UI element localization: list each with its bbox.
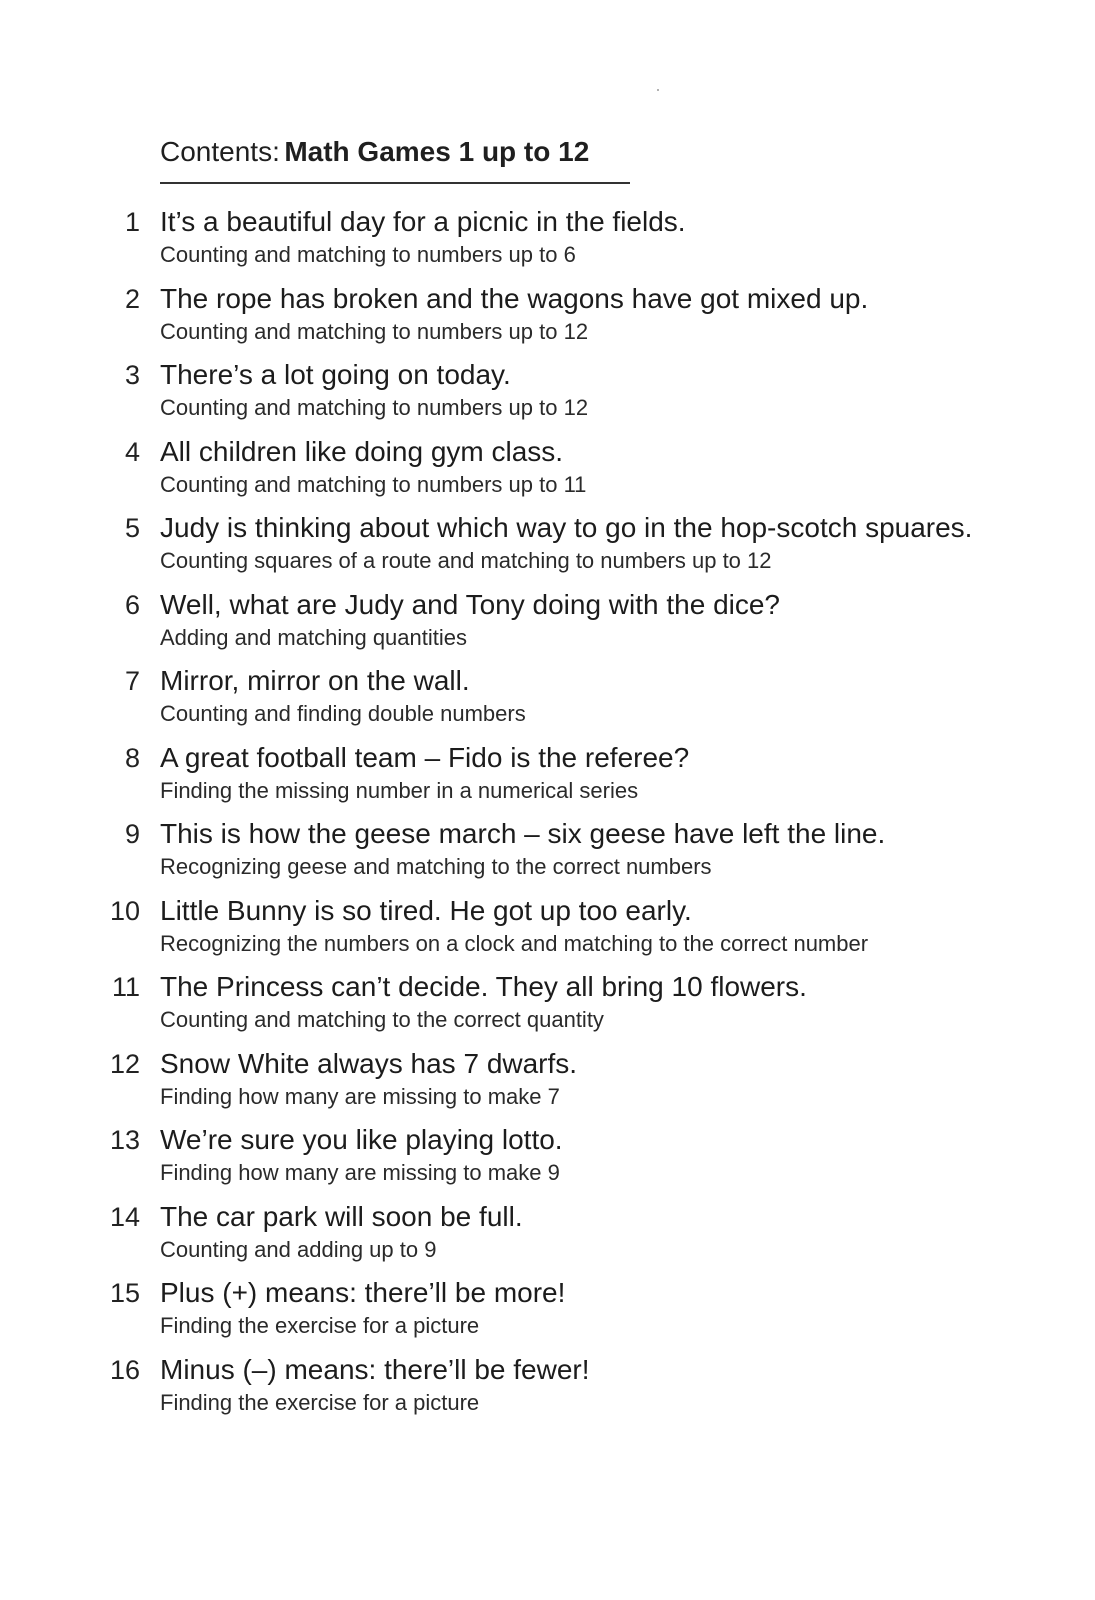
entry-title: All children like doing gym class. — [160, 435, 564, 467]
entry-number: 12 — [109, 1048, 140, 1079]
entry-title: The car park will soon be full. — [160, 1200, 523, 1232]
entry-description: Counting and finding double numbers — [160, 701, 526, 726]
entry-number: 9 — [124, 819, 140, 849]
entry-title: This is how the geese march – six geese have left the line. — [160, 818, 886, 849]
contents-entry-10 — [0, 894, 1095, 971]
entry-number: 10 — [109, 895, 140, 926]
entry-description: Finding how many are missing to make 7 — [160, 1083, 560, 1109]
entry-description: Finding the exercise for a picture — [160, 1389, 480, 1415]
entry-number: 6 — [124, 589, 140, 620]
entry-number: 4 — [124, 436, 140, 467]
entry-number: 16 — [109, 1354, 140, 1385]
contents-entry-1 — [0, 205, 1095, 282]
contents-entry-14 — [0, 1200, 1095, 1277]
contents-title: Math Games 1 up to 12 — [284, 136, 590, 167]
entry-title: The rope has broken and the wagons have got mixed up. — [160, 282, 869, 314]
entry-title: We’re sure you like playing lotto. — [160, 1124, 563, 1155]
entry-description: Recognizing geese and matching to the correct numbers — [160, 854, 712, 879]
entry-title: The Princess can’t decide. They all bring 10 flowers. — [160, 971, 807, 1002]
contents-entry-16 — [0, 1353, 1095, 1430]
entry-title: It’s a beautiful day for a picnic in the fields. — [160, 206, 686, 237]
entry-description: Counting and matching to the correct quantity — [160, 1007, 604, 1032]
contents-entry-9 — [0, 817, 1095, 894]
entry-title: Little Bunny is so tired. He got up too early. — [160, 894, 692, 926]
entry-number: 13 — [109, 1125, 140, 1155]
entry-number: 2 — [124, 283, 140, 314]
entry-description: Counting and matching to numbers up to 11 — [160, 471, 587, 497]
entry-number: 5 — [124, 513, 140, 543]
contents-entry-5 — [0, 511, 1095, 588]
entry-number: 3 — [124, 360, 140, 390]
contents-entry-8 — [0, 741, 1095, 818]
contents-header — [160, 136, 630, 184]
entry-title: A great football team – Fido is the referee? — [160, 741, 690, 773]
contents-entry-15 — [0, 1276, 1095, 1353]
contents-entry-4 — [0, 435, 1095, 512]
entry-title: There’s a lot going on today. — [160, 359, 511, 390]
entry-description: Counting squares of a route and matching to numbers up to 12 — [160, 548, 772, 573]
entry-description: Finding how many are missing to make 9 — [160, 1160, 560, 1185]
entry-description: Counting and matching to numbers up to 6 — [160, 242, 576, 267]
entry-description: Counting and matching to numbers up to 12 — [160, 318, 589, 344]
entry-title: Well, what are Judy and Tony doing with the dice? — [160, 588, 781, 620]
entry-description: Finding the exercise for a picture — [160, 1313, 480, 1338]
contents-label: Contents: — [160, 136, 280, 167]
scan-speck — [657, 89, 659, 91]
entry-number: 15 — [109, 1278, 140, 1308]
contents-entry-7 — [0, 664, 1095, 741]
entry-title: Plus (+) means: there’ll be more! — [160, 1277, 566, 1308]
entry-description: Counting and matching to numbers up to 12 — [160, 395, 589, 420]
entry-title: Judy is thinking about which way to go in the hop-scotch spuares. — [160, 512, 973, 543]
contents-entry-2 — [0, 282, 1095, 359]
contents-entry-11 — [0, 970, 1095, 1047]
entry-number: 7 — [124, 666, 140, 696]
entry-description: Adding and matching quantities — [160, 624, 467, 650]
entry-number: 11 — [111, 972, 140, 1002]
entry-number: 14 — [109, 1201, 140, 1232]
contents-entry-12 — [0, 1047, 1095, 1124]
entry-number: 1 — [124, 207, 140, 237]
contents-list — [0, 205, 1095, 1429]
entry-description: Finding the missing number in a numerical series — [160, 777, 639, 803]
contents-entry-13 — [0, 1123, 1095, 1200]
entry-title: Snow White always has 7 dwarfs. — [160, 1047, 578, 1079]
entry-number: 8 — [124, 742, 140, 773]
entry-description: Recognizing the numbers on a clock and matching to the correct number — [160, 930, 869, 956]
contents-entry-6 — [0, 588, 1095, 665]
entry-description: Counting and adding up to 9 — [160, 1236, 437, 1262]
contents-entry-3 — [0, 358, 1095, 435]
entry-title: Mirror, mirror on the wall. — [160, 665, 470, 696]
entry-title: Minus (–) means: there’ll be fewer! — [160, 1353, 590, 1385]
